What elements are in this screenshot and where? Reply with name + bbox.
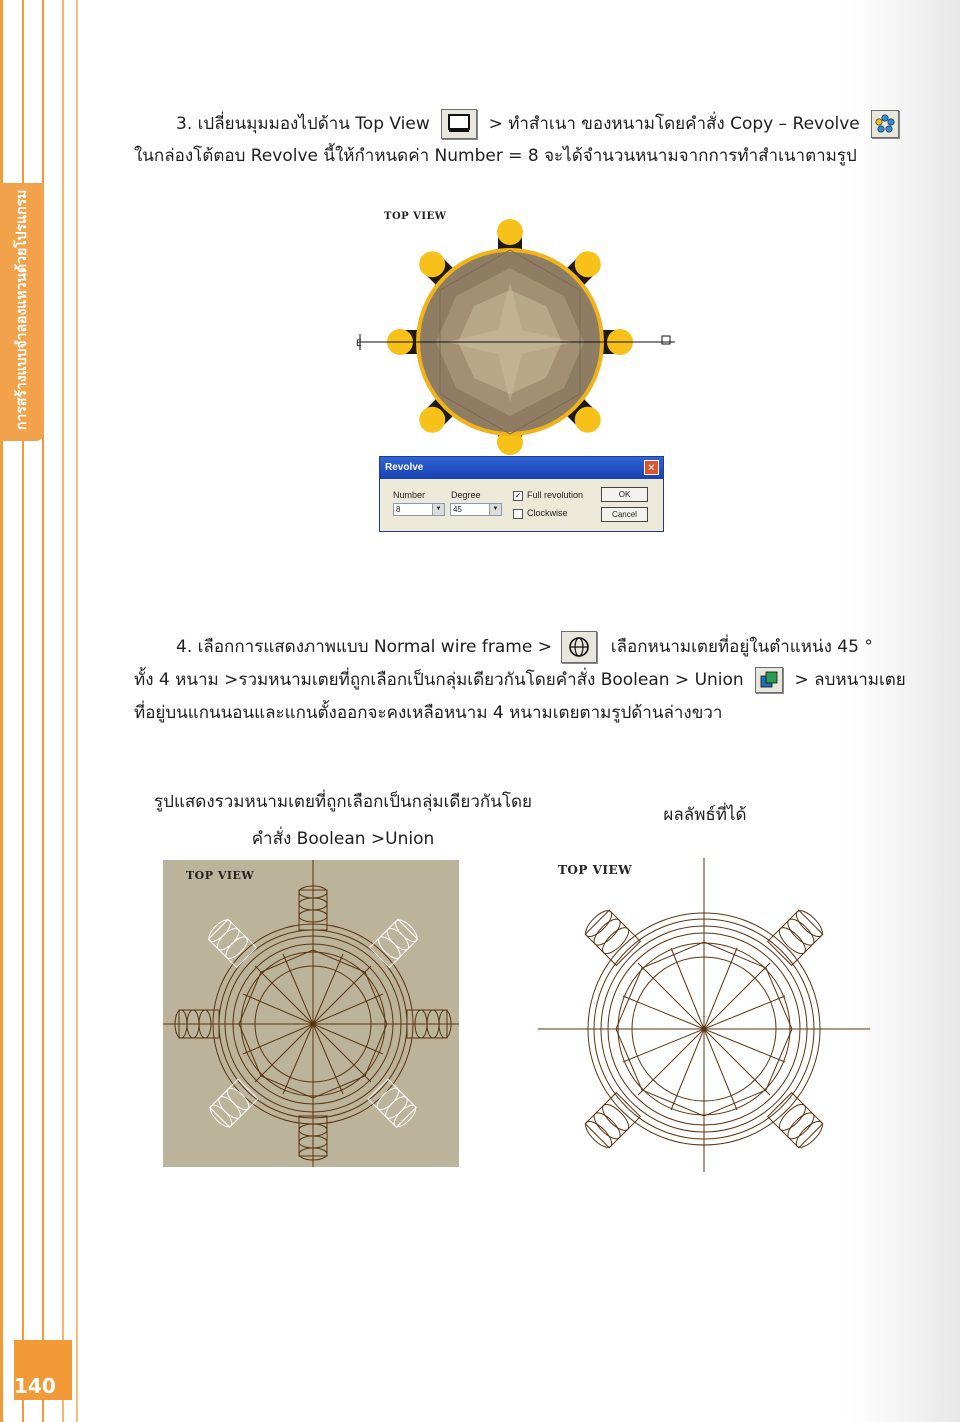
left-caption-line1: รูปแสดงรวมหนามเตยที่ถูกเลือกเป็นกลุ่มเดียวกันโดย xyxy=(154,792,532,812)
full-revolution-label: Full revolution xyxy=(527,490,584,500)
union-icon[interactable] xyxy=(755,667,783,693)
step3-line2: ในกล่องโต้ตอบ Revolve นี้ให้กำหนดค่า Number = 8 จะได้จำนวนหนามจากการทำสำเนาตามรูป xyxy=(134,146,857,166)
step3-text-a: 3. เปลี่ยนมุมมองไปด้าน Top View xyxy=(176,114,430,134)
clockwise-checkbox[interactable] xyxy=(513,509,523,519)
step3-line1 xyxy=(176,108,899,140)
wireframe-icon[interactable] xyxy=(561,631,597,663)
revolve-dialog xyxy=(379,456,664,532)
top-view-label-right: TOP VIEW xyxy=(558,863,633,877)
revolve-icon[interactable] xyxy=(871,110,899,138)
step3-text-b: > ทำสำเนา ของหนามโดยคำสั่ง Copy – Revolve xyxy=(488,114,860,134)
svg-text:E: E xyxy=(356,339,362,349)
monitor-icon[interactable] xyxy=(441,109,477,139)
step4-text-d: > ลบหนามเตย xyxy=(794,670,906,690)
left-caption-line2: คำสั่ง Boolean >Union xyxy=(251,829,435,849)
top-view-label: TOP VIEW xyxy=(384,211,447,222)
chapter-side-tab-text: การสร้างแบบจำลองแหวนด้วยโปรแกรม xyxy=(14,190,30,430)
chevron-down-icon[interactable]: ▼ xyxy=(489,504,501,515)
step4-line1 xyxy=(176,631,873,663)
step4-text-c: ทั้ง 4 หนาม >รวมหนามเตยที่ถูกเลือกเป็นกลุ่มเดียวกันโดยคำสั่ง Boolean > Union xyxy=(134,670,744,690)
step4-line3: ที่อยู่บนแกนนอนและแกนตั้งออกจะคงเหลือหนาม 4 หนามเตยตามรูปด้านล่างขวา xyxy=(134,703,723,723)
page-number: 140 xyxy=(14,1374,56,1398)
clockwise-label: Clockwise xyxy=(527,508,568,518)
full-revolution-checkbox[interactable]: ✓ xyxy=(514,491,522,500)
chevron-down-icon[interactable]: ▼ xyxy=(432,504,444,515)
number-value: 8 xyxy=(396,505,401,514)
union-wireframe-view xyxy=(163,860,459,1167)
degree-value: 45 xyxy=(453,505,462,514)
border-stripe xyxy=(62,0,64,1422)
ok-button[interactable]: OK xyxy=(601,487,648,502)
dialog-title: Revolve xyxy=(380,457,663,479)
border-stripe xyxy=(76,0,78,1422)
right-caption: ผลลัพธ์ที่ได้ xyxy=(663,805,747,825)
step4-text-a: 4. เลือกการแสดงภาพแบบ Normal wire frame > xyxy=(176,637,552,657)
close-icon[interactable]: ✕ xyxy=(644,460,659,475)
gem-top-view xyxy=(350,210,690,460)
number-label: Number xyxy=(393,490,426,500)
step4-line2 xyxy=(134,664,906,696)
step4-text-b: เลือกหนามเตยที่อยู่ในตำแหน่ง 45 ° xyxy=(610,637,873,657)
top-view-label-left: TOP VIEW xyxy=(186,869,255,882)
degree-field[interactable] xyxy=(450,503,502,516)
result-wireframe-view xyxy=(538,858,872,1174)
number-field[interactable] xyxy=(393,503,445,516)
degree-label: Degree xyxy=(451,490,481,500)
cancel-button[interactable]: Cancel xyxy=(601,507,648,522)
